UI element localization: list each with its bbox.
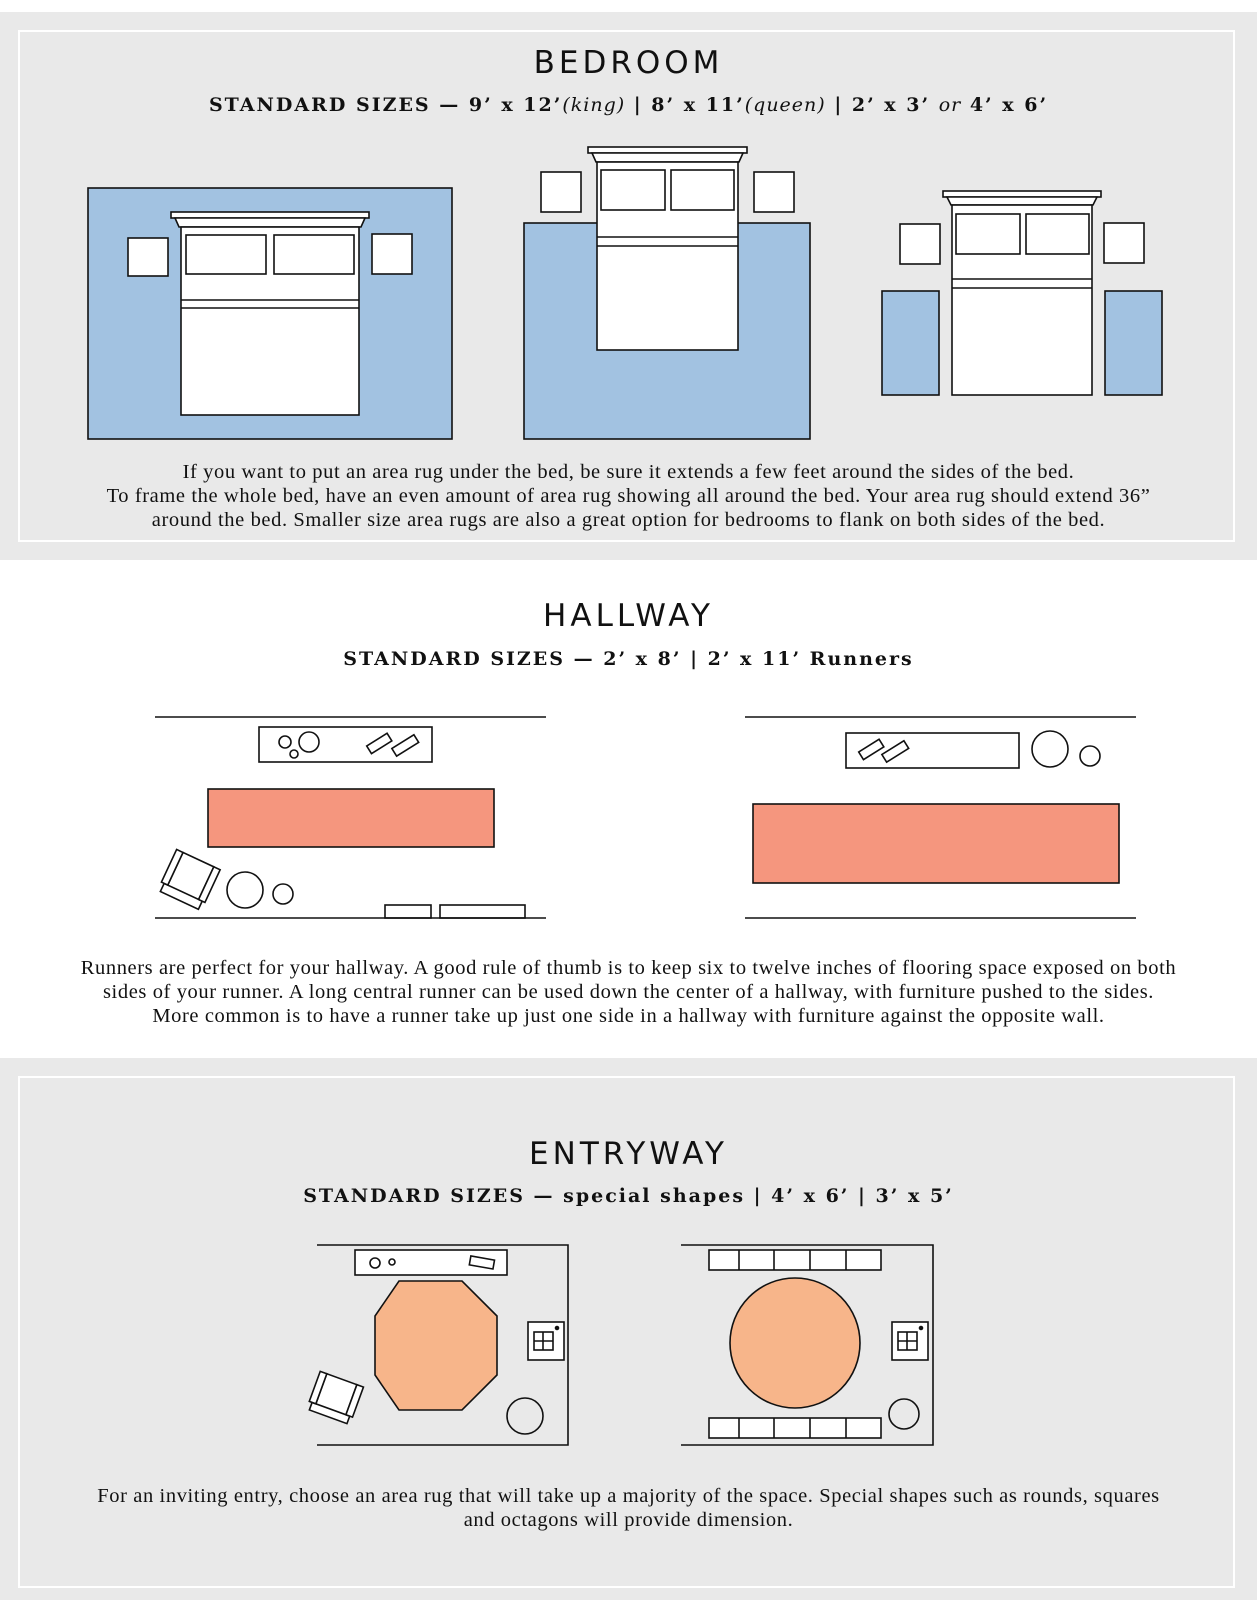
entryway-octagon-layout xyxy=(307,1245,568,1445)
bench xyxy=(709,1418,881,1438)
console-table xyxy=(355,1250,507,1275)
chair xyxy=(307,1371,364,1424)
hallway-description: Runners are perfect for your hallway. A good rule of thumb is to keep six to twelve inches of flooring space exposed on both sides of your runner. A long central runner can be used down the center of a hallway, with furniture pushed to the sides. More common is to have a runner take up just one side in a hallway with furniture against the opposite wall. xyxy=(80,957,1177,1027)
hallway-title: HALLWAY xyxy=(543,598,714,634)
entryway-round-layout xyxy=(681,1245,933,1445)
octagon-rug xyxy=(375,1281,497,1410)
bedroom-description: If you want to put an area rug under the bed, be sure it extends a few feet around the sides of the bed. To frame the whole bed, have an even amount of area rug showing all around the bed. Your area rug should extend 36” around the bed. Smaller size area rugs are also a great option for bedrooms to flank on both sides of the bed. xyxy=(106,461,1151,531)
hallway-standard-sizes: STANDARD SIZES — 2’ x 8’ | 2’ x 11’ Runners xyxy=(343,648,914,670)
bedroom-title: BEDROOM xyxy=(533,45,724,81)
plant-pot xyxy=(889,1399,919,1429)
entryway-description: For an inviting entry, choose an area rug that will take up a majority of the space. Special shapes such as rounds, squares and octagons will provide dimension. xyxy=(97,1485,1160,1531)
round-rug xyxy=(730,1278,860,1408)
bedroom-standard-sizes: STANDARD SIZES — 9’ x 12’(king) | 8’ x 11’(queen) | 2’ x 3’ or 4’ x 6’ xyxy=(208,94,1049,116)
bench xyxy=(709,1250,881,1270)
entryway-title: ENTRYWAY xyxy=(529,1136,728,1172)
entryway-standard-sizes: STANDARD SIZES — special shapes | 4’ x 6’ | 3’ x 5’ xyxy=(303,1185,954,1207)
plant-pot xyxy=(507,1398,543,1434)
